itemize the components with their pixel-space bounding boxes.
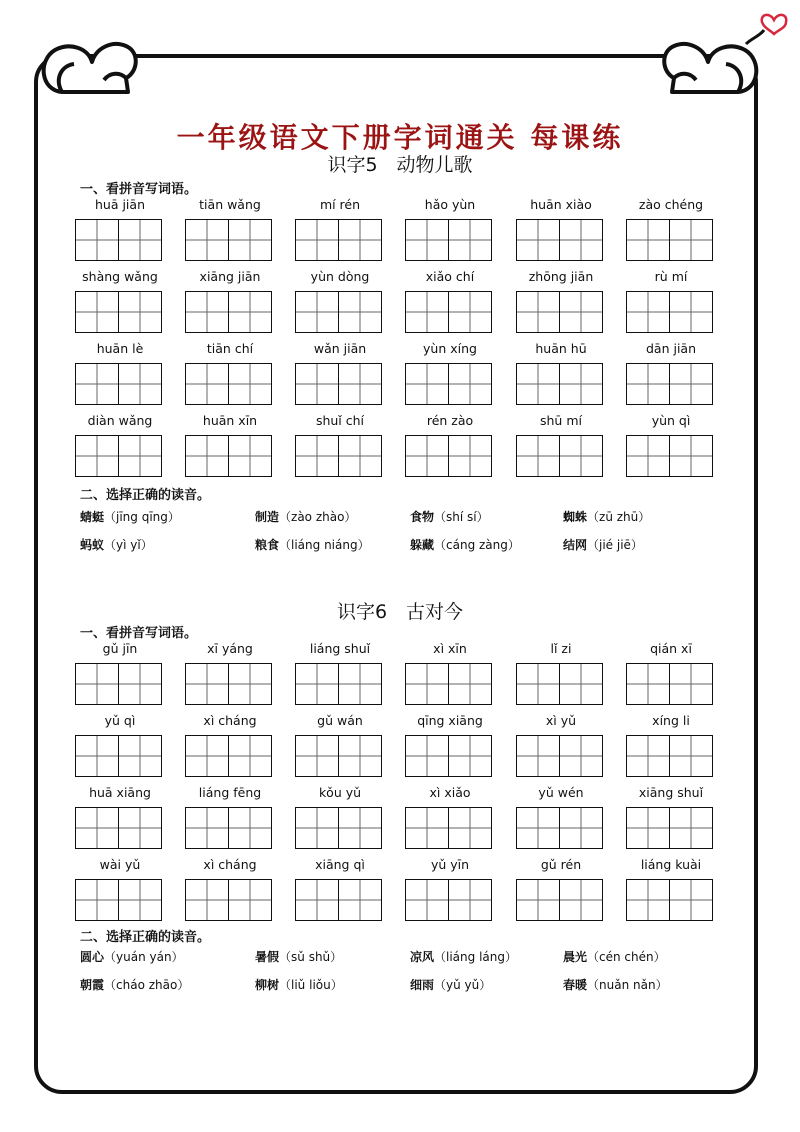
writing-box[interactable]: [228, 807, 272, 849]
pinyin-label: liáng fēng: [198, 785, 262, 800]
choice-word: 朝霞: [80, 978, 105, 992]
word-cell: [516, 856, 606, 921]
writing-box[interactable]: [559, 663, 603, 705]
pinyin-label: qián xī: [650, 641, 692, 656]
writing-box[interactable]: [516, 879, 560, 921]
word-cell: [185, 856, 275, 921]
choice-row: [80, 536, 720, 564]
pinyin-label: kǒu yǔ: [318, 785, 362, 800]
writing-box[interactable]: [559, 291, 603, 333]
pinyin-label: shū mí: [540, 413, 582, 428]
writing-box[interactable]: [405, 291, 449, 333]
word-cell: [75, 340, 165, 405]
heart-icon: [762, 15, 787, 34]
writing-box[interactable]: [228, 219, 272, 261]
pinyin-label: xiāng shuǐ: [638, 785, 704, 800]
writing-box[interactable]: [448, 363, 492, 405]
word-cell: [626, 196, 716, 261]
choice-item: [563, 508, 650, 525]
word-cell: [405, 712, 495, 777]
pinyin-label: diàn wǎng: [87, 413, 153, 428]
writing-box[interactable]: [338, 219, 382, 261]
pinyin-label: yǔ yīn: [430, 857, 470, 872]
pinyin-label: gǔ jīn: [102, 641, 138, 656]
pinyin-label: wǎn jiān: [313, 341, 367, 356]
word-cell: [516, 412, 606, 477]
pinyin-label: xiǎo chí: [425, 269, 475, 284]
choice-options[interactable]: （nuǎn nǎn）: [587, 978, 668, 992]
word-cell: [75, 268, 165, 333]
writing-box[interactable]: [75, 807, 119, 849]
writing-box[interactable]: [75, 735, 119, 777]
word-cell: [626, 856, 716, 921]
grid-row: [75, 856, 715, 928]
word-cell: [516, 640, 606, 705]
pinyin-label: huān lè: [96, 341, 144, 356]
word-cell: [75, 784, 165, 849]
writing-box[interactable]: [228, 291, 272, 333]
choice-options[interactable]: （yǔ yǔ）: [434, 978, 492, 992]
section-heading-pronunciation: 二、选择正确的读音。: [80, 488, 211, 503]
writing-box[interactable]: [405, 807, 449, 849]
writing-box[interactable]: [669, 363, 713, 405]
choice-options[interactable]: （cén chén）: [587, 950, 666, 964]
pinyin-label: yùn dòng: [310, 269, 370, 284]
pinyin-label: tiān chí: [206, 341, 254, 356]
word-cell: [516, 712, 606, 777]
pinyin-label: rén zào: [426, 413, 474, 428]
choice-word: 制造: [255, 510, 280, 524]
choice-options[interactable]: （liáng niáng）: [279, 538, 370, 552]
word-cell: [295, 340, 385, 405]
writing-box[interactable]: [185, 807, 229, 849]
pinyin-label: huān xiào: [530, 197, 592, 212]
word-cell: [295, 640, 385, 705]
writing-box[interactable]: [118, 807, 162, 849]
pinyin-label: lǐ zi: [550, 641, 572, 656]
word-cell: [75, 856, 165, 921]
pinyin-label: huān xīn: [202, 413, 258, 428]
choice-word: 柳树: [255, 978, 280, 992]
writing-box[interactable]: [295, 219, 339, 261]
pinyin-label: zhōng jiān: [528, 269, 594, 284]
pinyin-label: yùn xíng: [423, 341, 477, 356]
grid-row: [75, 640, 715, 712]
writing-box[interactable]: [669, 807, 713, 849]
writing-box[interactable]: [448, 807, 492, 849]
writing-box[interactable]: [295, 735, 339, 777]
choice-options[interactable]: （sǔ shǔ）: [279, 950, 343, 964]
word-cell: [405, 640, 495, 705]
choice-item: [410, 948, 517, 965]
word-cell: [185, 196, 275, 261]
writing-grid: [75, 640, 715, 928]
writing-grid: [75, 196, 715, 484]
choice-options[interactable]: （liǔ liǒu）: [279, 978, 343, 992]
choice-item: [410, 536, 520, 553]
word-cell: [185, 784, 275, 849]
word-cell: [75, 412, 165, 477]
writing-box[interactable]: [75, 363, 119, 405]
word-cell: [185, 712, 275, 777]
writing-box[interactable]: [185, 219, 229, 261]
grid-row: [75, 196, 715, 268]
pinyin-label: yǔ qì: [104, 713, 136, 728]
writing-box[interactable]: [405, 735, 449, 777]
writing-box[interactable]: [448, 291, 492, 333]
choice-options[interactable]: （yì yǐ）: [104, 538, 153, 552]
choice-word: 蚂蚁: [80, 538, 105, 552]
word-cell: [626, 784, 716, 849]
word-cell: [405, 412, 495, 477]
choice-item: [410, 508, 489, 525]
writing-box[interactable]: [516, 291, 560, 333]
writing-box[interactable]: [185, 735, 229, 777]
word-cell: [75, 196, 165, 261]
choice-word: 凉风: [410, 950, 435, 964]
pinyin-label: xī yáng: [207, 641, 253, 656]
word-cell: [626, 640, 716, 705]
choice-word: 晨光: [563, 950, 588, 964]
writing-box[interactable]: [405, 363, 449, 405]
pinyin-label: huān hū: [535, 341, 587, 356]
choice-options[interactable]: （shí sí）: [434, 510, 489, 524]
writing-box[interactable]: [118, 219, 162, 261]
choice-word: 春暖: [563, 978, 588, 992]
choice-word: 暑假: [255, 950, 280, 964]
pinyin-label: rù mí: [654, 269, 688, 284]
choice-word: 结网: [563, 538, 588, 552]
choice-options[interactable]: （zū zhū）: [587, 510, 651, 524]
pinyin-label: tiān wǎng: [199, 197, 261, 212]
writing-box[interactable]: [75, 219, 119, 261]
word-cell: [75, 712, 165, 777]
grid-row: [75, 784, 715, 856]
writing-box[interactable]: [626, 735, 670, 777]
writing-box[interactable]: [338, 879, 382, 921]
grid-row: [75, 412, 715, 484]
word-cell: [405, 856, 495, 921]
word-cell: [75, 640, 165, 705]
pinyin-label: mí rén: [319, 197, 361, 212]
writing-box[interactable]: [228, 363, 272, 405]
word-cell: [405, 784, 495, 849]
word-cell: [295, 268, 385, 333]
word-cell: [295, 712, 385, 777]
writing-box[interactable]: [338, 435, 382, 477]
choice-options[interactable]: （cháo zhāo）: [104, 978, 190, 992]
writing-box[interactable]: [516, 435, 560, 477]
pinyin-label: xì xīn: [433, 641, 467, 656]
writing-box[interactable]: [338, 735, 382, 777]
writing-box[interactable]: [559, 435, 603, 477]
word-cell: [185, 412, 275, 477]
writing-box[interactable]: [559, 879, 603, 921]
choice-row: [80, 508, 720, 536]
pinyin-label: zào chéng: [638, 197, 704, 212]
writing-box[interactable]: [228, 879, 272, 921]
word-cell: [626, 268, 716, 333]
writing-box[interactable]: [516, 219, 560, 261]
writing-box[interactable]: [185, 363, 229, 405]
choice-word: 蜘蛛: [563, 510, 588, 524]
word-cell: [295, 196, 385, 261]
writing-box[interactable]: [118, 663, 162, 705]
word-cell: [295, 412, 385, 477]
writing-box[interactable]: [448, 219, 492, 261]
writing-box[interactable]: [669, 291, 713, 333]
writing-box[interactable]: [338, 663, 382, 705]
writing-box[interactable]: [448, 663, 492, 705]
writing-box[interactable]: [448, 435, 492, 477]
writing-box[interactable]: [185, 435, 229, 477]
word-cell: [516, 784, 606, 849]
writing-box[interactable]: [626, 435, 670, 477]
frame-decoration: [0, 0, 800, 130]
pronunciation-choices: [80, 948, 720, 1004]
writing-box[interactable]: [559, 219, 603, 261]
writing-box[interactable]: [626, 291, 670, 333]
word-cell: [405, 196, 495, 261]
pinyin-label: hǎo yùn: [424, 197, 476, 212]
writing-box[interactable]: [295, 879, 339, 921]
writing-box[interactable]: [295, 807, 339, 849]
writing-box[interactable]: [669, 735, 713, 777]
writing-box[interactable]: [295, 663, 339, 705]
choice-word: 食物: [410, 510, 435, 524]
writing-box[interactable]: [118, 879, 162, 921]
writing-box[interactable]: [338, 807, 382, 849]
choice-item: [255, 976, 343, 993]
writing-box[interactable]: [669, 663, 713, 705]
choice-options[interactable]: （liáng láng）: [434, 950, 517, 964]
pinyin-label: xì cháng: [203, 713, 257, 728]
word-cell: [626, 712, 716, 777]
writing-box[interactable]: [405, 663, 449, 705]
pinyin-label: yǔ wén: [538, 785, 584, 800]
writing-box[interactable]: [669, 219, 713, 261]
writing-box[interactable]: [626, 879, 670, 921]
word-cell: [626, 412, 716, 477]
choice-item: [255, 948, 342, 965]
writing-box[interactable]: [118, 363, 162, 405]
pinyin-label: xì yǔ: [545, 713, 577, 728]
writing-box[interactable]: [405, 879, 449, 921]
writing-box[interactable]: [295, 363, 339, 405]
writing-box[interactable]: [405, 219, 449, 261]
writing-box[interactable]: [516, 663, 560, 705]
word-cell: [185, 640, 275, 705]
choice-word: 粮食: [255, 538, 280, 552]
choice-item: [80, 536, 153, 553]
choice-options[interactable]: （cáng zàng）: [434, 538, 520, 552]
writing-box[interactable]: [228, 435, 272, 477]
pinyin-label: xì xiǎo: [429, 785, 471, 800]
pinyin-label: huā xiāng: [89, 785, 151, 800]
choice-item: [80, 948, 184, 965]
choice-word: 圆心: [80, 950, 105, 964]
pinyin-label: liáng kuài: [640, 857, 702, 872]
writing-box[interactable]: [228, 735, 272, 777]
writing-box[interactable]: [559, 363, 603, 405]
pinyin-label: huā jiān: [94, 197, 145, 212]
word-cell: [185, 340, 275, 405]
choice-word: 细雨: [410, 978, 435, 992]
writing-box[interactable]: [516, 807, 560, 849]
writing-box[interactable]: [626, 363, 670, 405]
pinyin-label: shàng wǎng: [82, 269, 158, 284]
writing-box[interactable]: [185, 879, 229, 921]
writing-box[interactable]: [75, 879, 119, 921]
pinyin-label: wài yǔ: [99, 857, 141, 872]
choice-item: [80, 976, 189, 993]
grid-row: [75, 268, 715, 340]
writing-box[interactable]: [448, 735, 492, 777]
choice-item: [563, 976, 668, 993]
pronunciation-choices: [80, 508, 720, 564]
choice-row: [80, 948, 720, 976]
writing-box[interactable]: [405, 435, 449, 477]
choice-item: [255, 536, 370, 553]
writing-box[interactable]: [75, 291, 119, 333]
writing-box[interactable]: [626, 807, 670, 849]
pinyin-label: gǔ rén: [540, 857, 582, 872]
word-cell: [516, 340, 606, 405]
choice-item: [563, 948, 666, 965]
word-cell: [295, 856, 385, 921]
writing-box[interactable]: [75, 435, 119, 477]
choice-item: [563, 536, 643, 553]
writing-box[interactable]: [516, 735, 560, 777]
writing-box[interactable]: [338, 291, 382, 333]
writing-box[interactable]: [118, 735, 162, 777]
choice-options[interactable]: （zào zhào）: [279, 510, 357, 524]
writing-box[interactable]: [185, 663, 229, 705]
writing-box[interactable]: [185, 291, 229, 333]
writing-box[interactable]: [559, 735, 603, 777]
choice-word: 躲藏: [410, 538, 435, 552]
writing-box[interactable]: [295, 435, 339, 477]
writing-box[interactable]: [669, 879, 713, 921]
choice-word: 蜻蜓: [80, 510, 105, 524]
writing-box[interactable]: [295, 291, 339, 333]
pinyin-label: dān jiān: [645, 341, 697, 356]
pinyin-label: xiāng qì: [315, 857, 365, 872]
lesson-title: 识字5 动物儿歌: [327, 154, 473, 176]
choice-item: [255, 508, 356, 525]
word-cell: [626, 340, 716, 405]
choice-options[interactable]: （jié jiē）: [587, 538, 643, 552]
choice-options[interactable]: （yuán yán）: [104, 950, 184, 964]
word-cell: [405, 340, 495, 405]
word-cell: [516, 268, 606, 333]
word-cell: [185, 268, 275, 333]
writing-box[interactable]: [626, 663, 670, 705]
writing-box[interactable]: [516, 363, 560, 405]
writing-box[interactable]: [448, 879, 492, 921]
writing-box[interactable]: [338, 363, 382, 405]
word-cell: [405, 268, 495, 333]
pinyin-label: xiāng jiān: [199, 269, 261, 284]
section-heading-write: 一、看拼音写词语。: [80, 626, 198, 641]
writing-box[interactable]: [118, 435, 162, 477]
lesson-title: 识字6 古对今: [336, 601, 464, 623]
pinyin-label: gǔ wán: [317, 713, 363, 728]
pinyin-label: liáng shuǐ: [309, 641, 371, 656]
writing-box[interactable]: [559, 807, 603, 849]
pinyin-label: xì cháng: [203, 857, 257, 872]
section-heading-write: 一、看拼音写词语。: [80, 182, 198, 197]
page-title: 一年级语文下册字词通关 每课练: [176, 121, 624, 154]
writing-box[interactable]: [75, 663, 119, 705]
section-heading-pronunciation: 二、选择正确的读音。: [80, 930, 211, 945]
choice-item: [410, 976, 491, 993]
choice-item: [80, 508, 180, 525]
pinyin-label: yùn qì: [651, 413, 691, 428]
writing-box[interactable]: [228, 663, 272, 705]
writing-box[interactable]: [118, 291, 162, 333]
writing-box[interactable]: [669, 435, 713, 477]
grid-row: [75, 712, 715, 784]
writing-box[interactable]: [626, 219, 670, 261]
word-cell: [295, 784, 385, 849]
choice-row: [80, 976, 720, 1004]
choice-options[interactable]: （jīng qīng）: [104, 510, 180, 524]
pinyin-label: xíng li: [652, 713, 690, 728]
grid-row: [75, 340, 715, 412]
pinyin-label: qīng xiāng: [417, 713, 483, 728]
pinyin-label: shuǐ chí: [315, 413, 365, 428]
word-cell: [516, 196, 606, 261]
